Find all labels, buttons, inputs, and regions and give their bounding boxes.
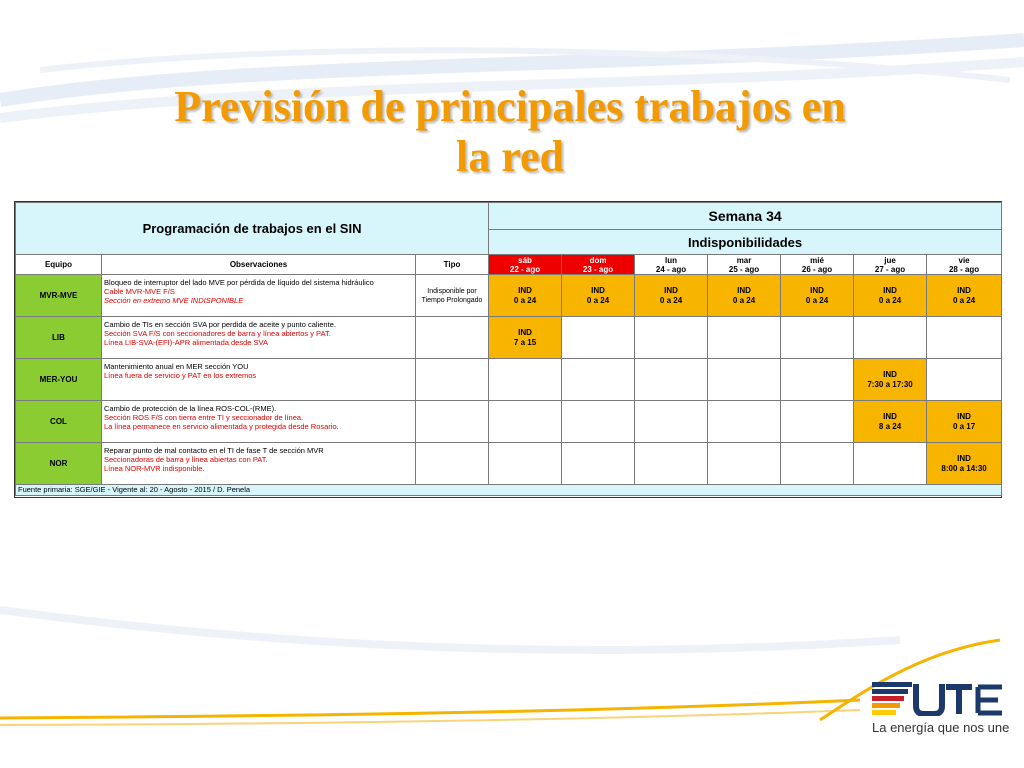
ind-hours: 8:00 a 14:30 bbox=[941, 463, 987, 473]
empty-day-cell bbox=[708, 443, 781, 485]
ind-hours: 0 a 24 bbox=[732, 295, 756, 305]
observaciones-cell bbox=[102, 275, 416, 317]
empty-day-cell bbox=[708, 401, 781, 443]
ind-hours: 0 a 17 bbox=[952, 421, 976, 431]
day-header-5: jue 27 - ago bbox=[854, 255, 927, 275]
unavailability-cell bbox=[562, 275, 635, 317]
unavailability-cell bbox=[489, 317, 562, 359]
obs-note: Sección ROS F/S con tierra entre TI y seccionador de línea. bbox=[104, 413, 304, 422]
ind-label: IND bbox=[957, 453, 971, 463]
obs-note: Seccionadoras de barra y línea abiertas con PAT. bbox=[104, 455, 268, 464]
empty-day-cell bbox=[781, 317, 854, 359]
schedule-table bbox=[15, 202, 1002, 496]
col-header-equipo: Equipo bbox=[16, 255, 102, 275]
ind-hours: 8 a 24 bbox=[878, 421, 902, 431]
ute-stripes-icon bbox=[872, 682, 912, 716]
equipo-cell: NOR bbox=[16, 443, 102, 485]
ind-label: IND bbox=[957, 411, 971, 421]
tipo-cell bbox=[416, 401, 489, 443]
tipo-cell: Indisponible por Tiempo Prolongado bbox=[416, 275, 489, 317]
table-row bbox=[16, 275, 1002, 317]
title-line-1: Previsión de principales trabajos en bbox=[174, 82, 846, 131]
ute-logo bbox=[872, 680, 1012, 735]
table-main-header: Programación de trabajos en el SIN bbox=[16, 203, 489, 255]
empty-day-cell bbox=[635, 317, 708, 359]
unavailability-cell bbox=[635, 275, 708, 317]
empty-day-cell bbox=[927, 359, 1002, 401]
day-header-1: dom 23 - ago bbox=[562, 255, 635, 275]
unavailability-cell bbox=[781, 275, 854, 317]
unavailability-cell bbox=[927, 275, 1002, 317]
column-header-row bbox=[16, 255, 1002, 275]
empty-day-cell bbox=[562, 443, 635, 485]
empty-day-cell bbox=[562, 359, 635, 401]
observaciones-cell bbox=[102, 443, 416, 485]
empty-day-cell bbox=[489, 401, 562, 443]
empty-day-cell bbox=[781, 401, 854, 443]
unavailability-header: Indisponibilidades bbox=[489, 230, 1002, 255]
empty-day-cell bbox=[562, 401, 635, 443]
tipo-cell bbox=[416, 359, 489, 401]
observaciones-cell bbox=[102, 401, 416, 443]
obs-description: Cambio de TIs en sección SVA por perdida de aceite y punto caliente. bbox=[104, 320, 336, 329]
ind-label: IND bbox=[883, 369, 897, 379]
empty-day-cell bbox=[635, 443, 708, 485]
empty-day-cell bbox=[708, 359, 781, 401]
slide-title bbox=[60, 82, 960, 182]
observaciones-cell bbox=[102, 359, 416, 401]
obs-note: La línea permanece en servicio alimentada y protegida desde Rosario. bbox=[104, 422, 339, 431]
day-header-2: lun 24 - ago bbox=[635, 255, 708, 275]
empty-day-cell bbox=[708, 317, 781, 359]
empty-day-cell bbox=[562, 317, 635, 359]
ind-hours: 0 a 24 bbox=[952, 295, 976, 305]
table-row bbox=[16, 443, 1002, 485]
schedule-rows bbox=[16, 275, 1002, 485]
day-header-0: sáb 22 - ago bbox=[489, 255, 562, 275]
empty-day-cell bbox=[781, 359, 854, 401]
empty-day-cell bbox=[927, 317, 1002, 359]
ind-hours: 0 a 24 bbox=[586, 295, 610, 305]
ind-label: IND bbox=[883, 285, 897, 295]
day-header-4: mié 26 - ago bbox=[781, 255, 854, 275]
table-footer: Fuente primaria: SGE/GIE - Vigente al: 20 - Agosto - 2015 / D. Penela bbox=[16, 485, 1002, 496]
equipo-cell: MER-YOU bbox=[16, 359, 102, 401]
ind-label: IND bbox=[810, 285, 824, 295]
obs-note: Línea LIB-SVA-(EFI)-APR alimentada desde SVA bbox=[104, 338, 268, 347]
obs-note: Sección en extremo MVE INDISPONIBLE bbox=[104, 296, 244, 305]
unavailability-cell bbox=[708, 275, 781, 317]
ind-label: IND bbox=[737, 285, 751, 295]
obs-note: Cable MVR-MVE F/S bbox=[104, 287, 175, 296]
ind-hours: 0 a 24 bbox=[805, 295, 829, 305]
unavailability-cell bbox=[854, 401, 927, 443]
obs-description: Reparar punto de mal contacto en el TI de fase T de sección MVR bbox=[104, 446, 324, 455]
empty-day-cell bbox=[854, 443, 927, 485]
ind-label: IND bbox=[518, 327, 532, 337]
title-line-2: la red bbox=[456, 132, 564, 181]
ind-label: IND bbox=[957, 285, 971, 295]
empty-day-cell bbox=[635, 401, 708, 443]
day-header-3: mar 25 - ago bbox=[708, 255, 781, 275]
unavailability-cell bbox=[854, 275, 927, 317]
ind-hours: 0 a 24 bbox=[659, 295, 683, 305]
table-row bbox=[16, 401, 1002, 443]
empty-day-cell bbox=[489, 443, 562, 485]
obs-description: Bloqueo de interruptor del lado MVE por pérdida de líquido del sistema hidráulico bbox=[104, 278, 374, 287]
obs-description: Cambio de protección de la línea ROS-COL-(RME). bbox=[104, 404, 277, 413]
table-row bbox=[16, 359, 1002, 401]
empty-day-cell bbox=[854, 317, 927, 359]
tipo-cell bbox=[416, 317, 489, 359]
equipo-cell: LIB bbox=[16, 317, 102, 359]
empty-day-cell bbox=[635, 359, 708, 401]
ind-hours: 0 a 24 bbox=[878, 295, 902, 305]
unavailability-cell bbox=[489, 275, 562, 317]
logo-tagline: La energía que nos une bbox=[872, 720, 1010, 735]
obs-note: Sección SVA F/S con seccionadores de barra y línea abiertos y PAT. bbox=[104, 329, 331, 338]
unavailability-cell bbox=[927, 443, 1002, 485]
ind-hours: 0 a 24 bbox=[513, 295, 537, 305]
obs-note: Línea NOR-MVR indisponible. bbox=[104, 464, 205, 473]
unavailability-cell bbox=[927, 401, 1002, 443]
obs-description: Mantenimiento anual en MER sección YOU bbox=[104, 362, 249, 371]
ind-hours: 7 a 15 bbox=[513, 337, 537, 347]
equipo-cell: COL bbox=[16, 401, 102, 443]
equipo-cell: MVR-MVE bbox=[16, 275, 102, 317]
table-row bbox=[16, 317, 1002, 359]
obs-note: Línea fuera de servicio y PAT en los extremos bbox=[104, 371, 257, 380]
ind-label: IND bbox=[518, 285, 532, 295]
schedule-table-frame bbox=[14, 201, 1002, 498]
ute-wordmark-icon bbox=[912, 682, 1006, 716]
week-header: Semana 34 bbox=[489, 203, 1002, 230]
ind-label: IND bbox=[591, 285, 605, 295]
day-header-6: vie 28 - ago bbox=[927, 255, 1002, 275]
observaciones-cell bbox=[102, 317, 416, 359]
empty-day-cell bbox=[489, 359, 562, 401]
col-header-tipo: Tipo bbox=[416, 255, 489, 275]
col-header-observaciones: Observaciones bbox=[102, 255, 416, 275]
ind-label: IND bbox=[883, 411, 897, 421]
empty-day-cell bbox=[781, 443, 854, 485]
ind-hours: 7:30 a 17:30 bbox=[867, 379, 913, 389]
ind-label: IND bbox=[664, 285, 678, 295]
unavailability-cell bbox=[854, 359, 927, 401]
tipo-cell bbox=[416, 443, 489, 485]
